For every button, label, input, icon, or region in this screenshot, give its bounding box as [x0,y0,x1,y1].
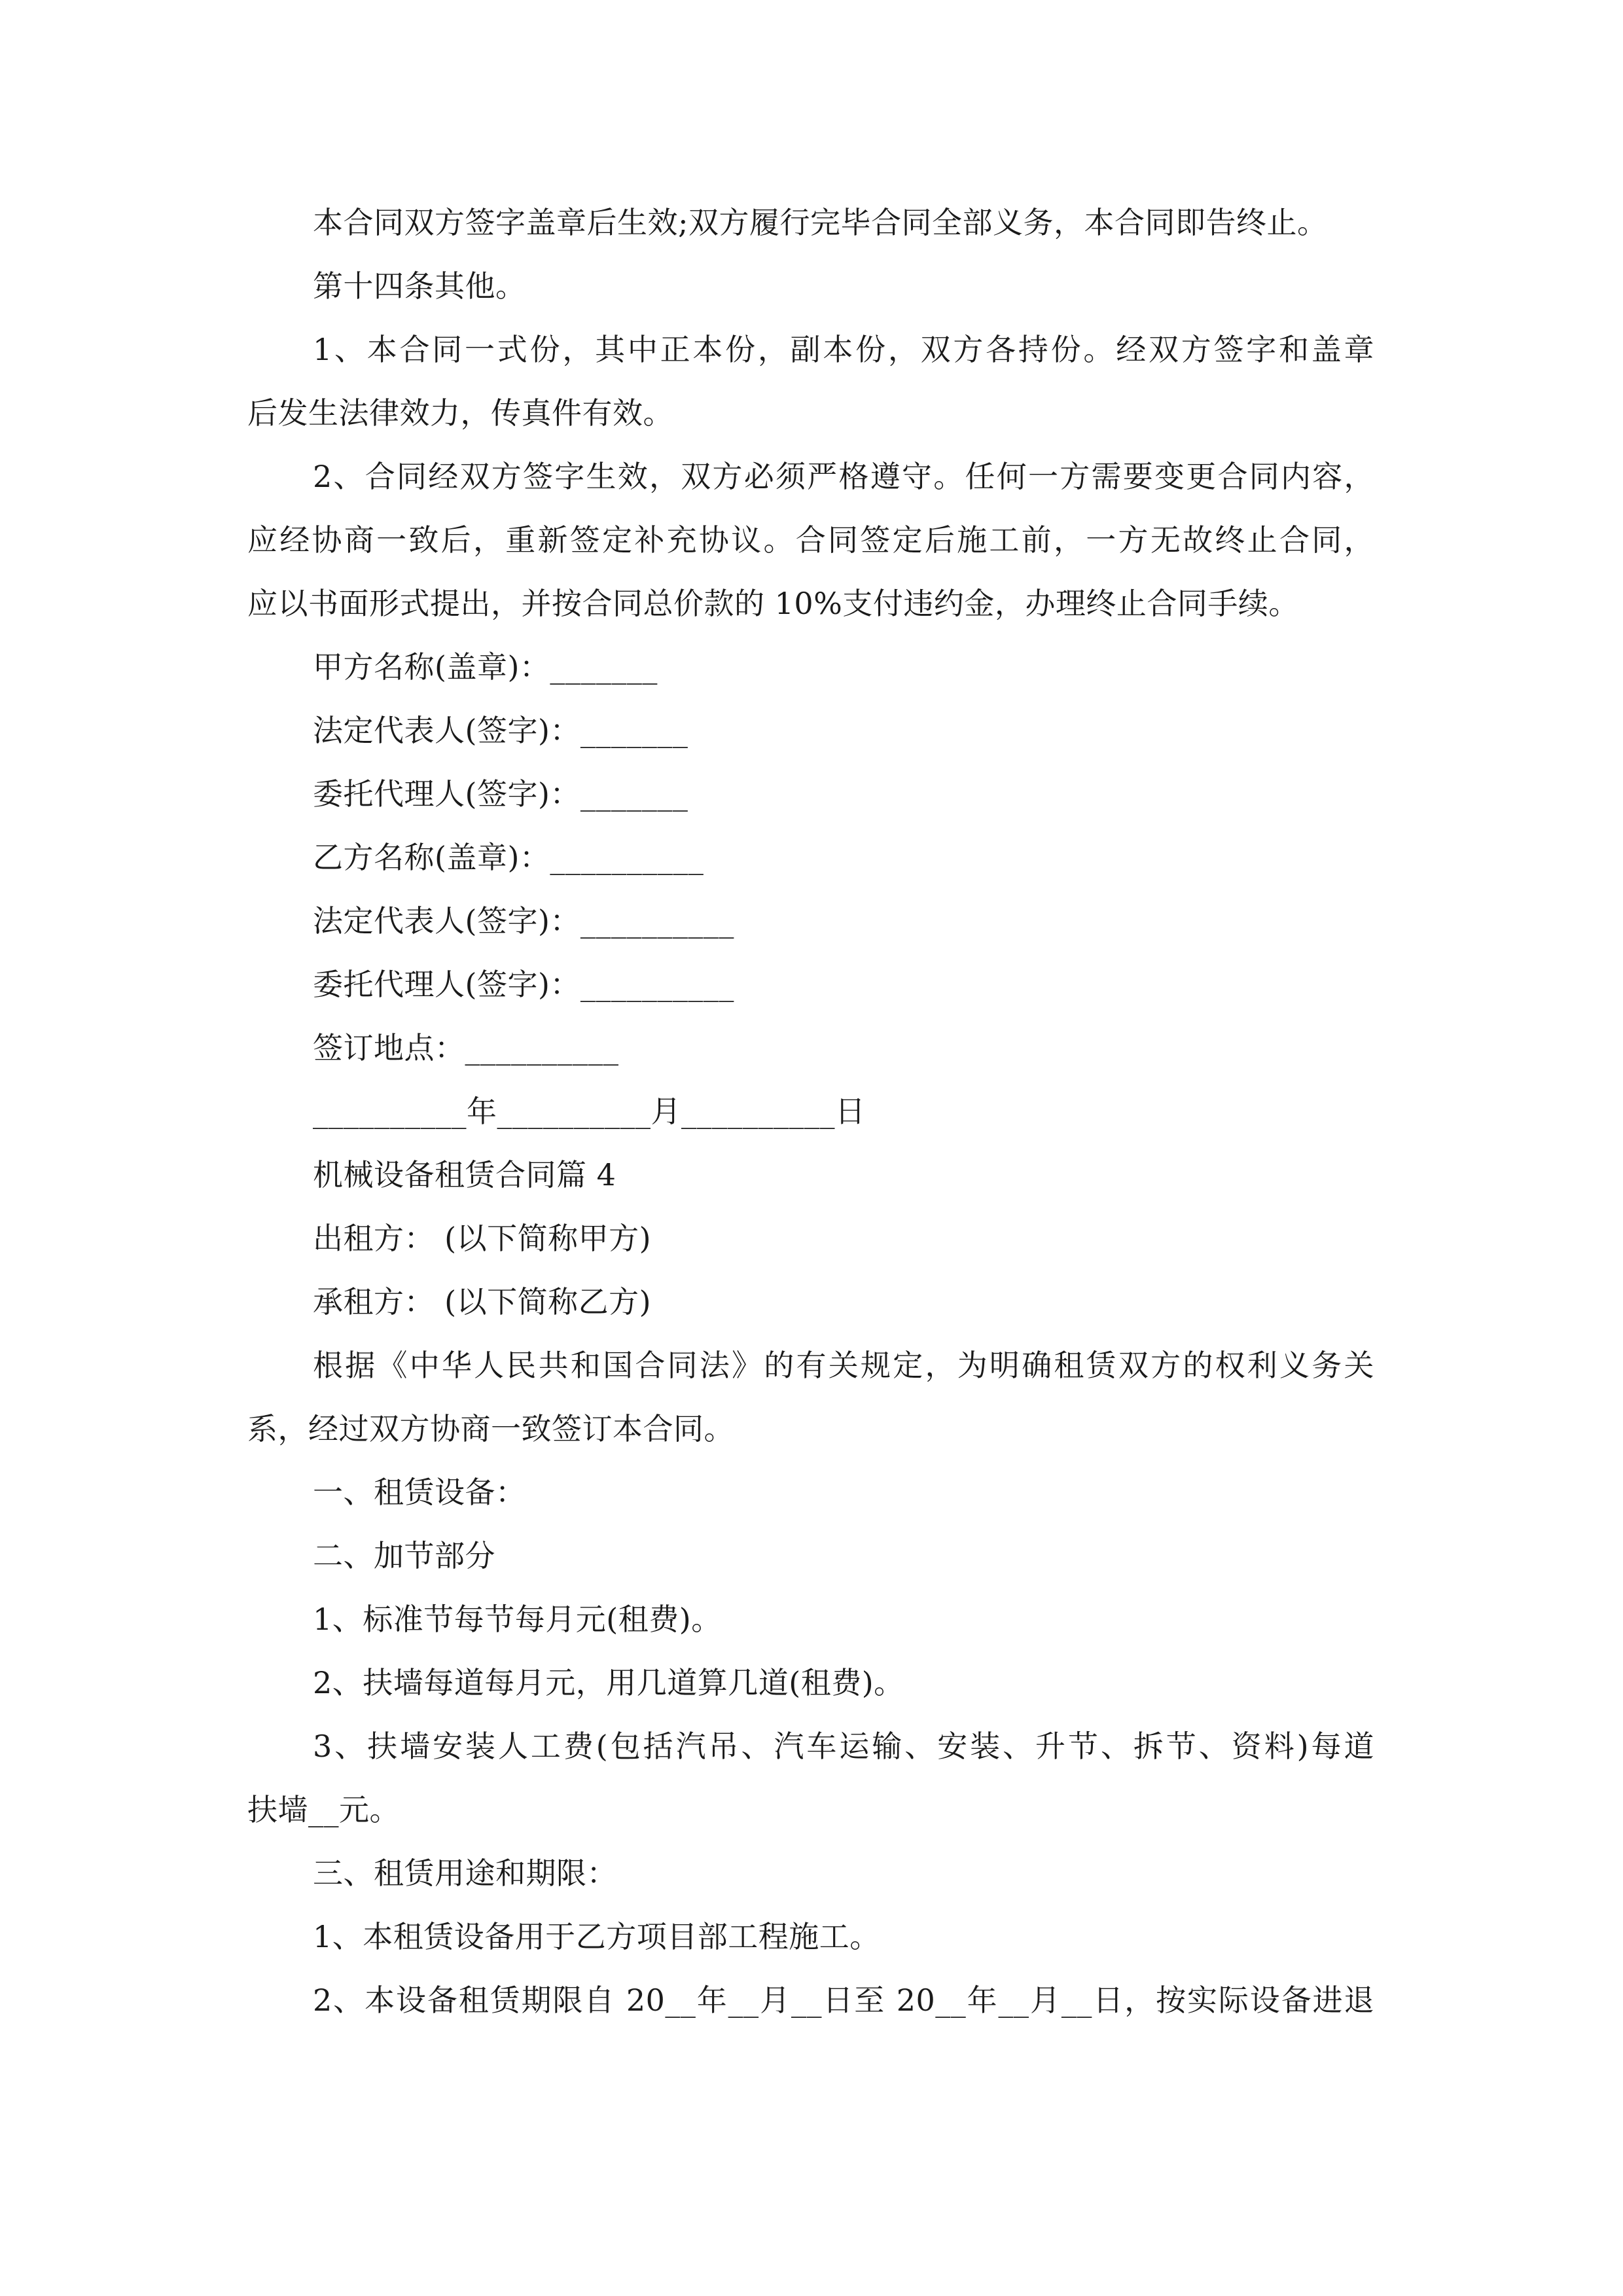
installation-fee-line-1: 3、扶墙安装人工费(包括汽吊、汽车运输、安装、升节、拆节、资料)每道 [313,1729,1374,1764]
party-a-agent-field: 委托代理人(签字)：_______ [313,776,688,812]
section-title: 机械设备租赁合同篇 4 [313,1157,616,1193]
preamble-line-1: 根据《中华人民共和国合同法》的有关规定，为明确租赁双方的权利义务关 [313,1348,1374,1383]
preamble-line-2: 系，经过双方协商一致签订本合同。 [247,1411,734,1446]
article-14-heading: 第十四条其他。 [313,268,526,304]
effect-clause: 本合同双方签字盖章后生效;双方履行完毕合同全部义务，本合同即告终止。 [313,205,1328,240]
party-b-name-field: 乙方名称(盖章)：__________ [313,840,704,875]
signing-place-field: 签订地点：__________ [313,1030,619,1066]
lessor-line: 出租方： (以下简称甲方) [313,1221,652,1256]
purpose-clause: 1、本租赁设备用于乙方项目部工程施工。 [313,1919,880,1954]
party-b-legal-rep-field: 法定代表人(签字)：__________ [313,903,734,939]
standard-section-fee: 1、标准节每节每月元(租费)。 [313,1602,722,1637]
signing-date-field: __________年__________月__________日 [313,1094,866,1129]
purpose-term-heading: 三、租赁用途和期限： [313,1856,617,1891]
wall-brace-fee: 2、扶墙每道每月元，用几道算几道(租费)。 [313,1665,904,1700]
party-a-name-field: 甲方名称(盖章)：_______ [313,649,658,685]
lessee-line: 承租方： (以下简称乙方) [313,1284,652,1319]
party-a-legal-rep-field: 法定代表人(签字)：_______ [313,713,688,748]
copies-clause-line-1: 1、本合同一式份，其中正本份，副本份，双方各持份。经双方签字和盖章 [313,332,1374,367]
term-clause: 2、本设备租赁期限自 20__年__月__日至 20__年__月__日，按实际设备进退 [313,1982,1374,2018]
extension-section-heading: 二、加节部分 [313,1538,495,1573]
leased-equipment-heading: 一、租赁设备： [313,1475,526,1510]
change-clause-line-3: 应以书面形式提出，并按合同总价款的 10%支付违约金，办理终止合同手续。 [247,586,1299,621]
copies-clause-line-2: 后发生法律效力，传真件有效。 [247,395,673,431]
party-b-agent-field: 委托代理人(签字)：__________ [313,967,734,1002]
change-clause-line-1: 2、合同经双方签字生效，双方必须严格遵守。任何一方需要变更合同内容， [313,459,1374,494]
change-clause-line-2: 应经协商一致后，重新签定补充协议。合同签定后施工前，一方无故终止合同， [247,522,1374,558]
installation-fee-line-2: 扶墙__元。 [247,1792,400,1827]
